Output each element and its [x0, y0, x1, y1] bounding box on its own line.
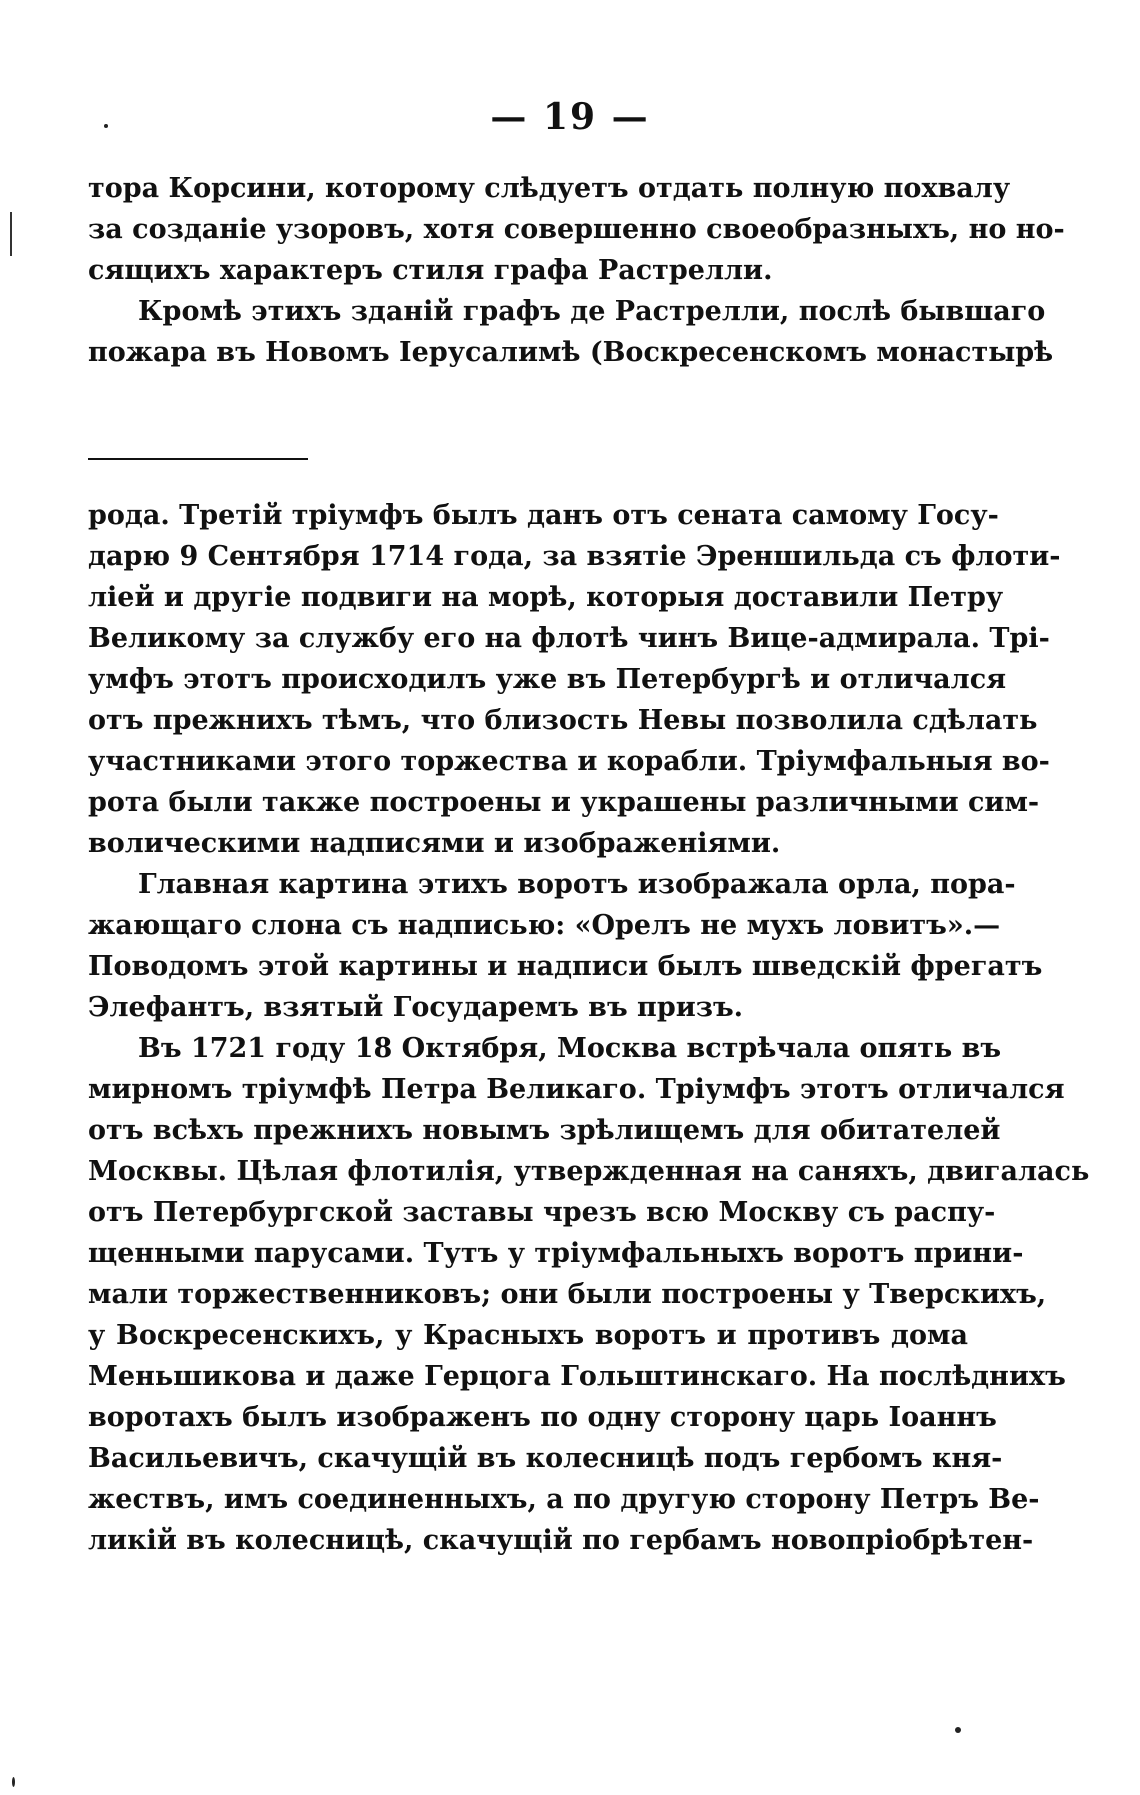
main-text	[88, 168, 1065, 373]
text-line: Кромѣ этихъ зданій графъ де Растрелли, послѣ бывшаго	[138, 296, 1046, 327]
ink-speck	[104, 124, 108, 128]
text-line: мали торжественниковъ; они были построены у Тверскихъ,	[88, 1279, 1047, 1310]
text-line: Москвы. Цѣлая флотилія, утвержденная на саняхъ, двигалась	[88, 1156, 1090, 1187]
footnote-text	[88, 495, 1090, 1561]
footnote-divider	[88, 458, 308, 460]
margin-mark	[10, 212, 12, 256]
text-line: воротахъ былъ изображенъ по одну сторону царь Іоаннъ	[88, 1402, 997, 1433]
text-line: Главная картина этихъ воротъ изображала орла, пора-	[138, 869, 1016, 900]
text-line: Великому за службу его на флотѣ чинъ Вице-адмирала. Трі-	[88, 623, 1050, 654]
text-line: Элефантъ, взятый Государемъ въ призъ.	[88, 992, 744, 1023]
text-line: за созданіе узоровъ, хотя совершенно своеобразныхъ, но но-	[88, 214, 1065, 245]
text-line: Васильевичъ, скачущій въ колесницѣ подъ гербомъ кня-	[88, 1443, 1003, 1474]
text-line: умфъ этотъ происходилъ уже въ Петербургѣ и отличался	[88, 664, 1007, 695]
page-number: — 19 —	[490, 96, 650, 138]
text-line: участниками этого торжества и корабли. Тріумфальныя во-	[88, 746, 1050, 777]
text-line: ліей и другіе подвиги на морѣ, которыя доставили Петру	[88, 582, 1004, 613]
text-line: тора Корсини, которому слѣдуетъ отдать полную похвалу	[88, 173, 1011, 204]
ink-speck	[955, 1727, 961, 1733]
text-line: щенными парусами. Тутъ у тріумфальныхъ воротъ прини-	[88, 1238, 1024, 1269]
text-line: отъ Петербургской заставы чрезъ всю Москву съ распу-	[88, 1197, 996, 1228]
text-line: пожара въ Новомъ Іерусалимѣ (Воскресенскомъ монастырѣ	[88, 337, 1054, 368]
text-line: рода. Третій тріумфъ былъ данъ отъ сената самому Госу-	[88, 500, 999, 531]
text-line: Въ 1721 году 18 Октября, Москва встрѣчала опять въ	[138, 1033, 1002, 1064]
text-line: Меньшикова и даже Герцога Гольштинскаго. На послѣднихъ	[88, 1361, 1066, 1392]
text-line: отъ прежнихъ тѣмъ, что близость Невы позволила сдѣлать	[88, 705, 1038, 736]
text-line: сящихъ характеръ стиля графа Растрелли.	[88, 255, 773, 286]
text-line: мирномъ тріумфѣ Петра Великаго. Тріумфъ этотъ отличался	[88, 1074, 1065, 1105]
text-line: волическими надписями и изображеніями.	[88, 828, 781, 859]
text-line: Поводомъ этой картины и надписи былъ шведскій фрегатъ	[88, 951, 1043, 982]
text-line: отъ всѣхъ прежнихъ новымъ зрѣлищемъ для обитателей	[88, 1115, 1001, 1146]
text-line: жающаго слона съ надписью: «Орелъ не мухъ ловитъ».—	[88, 910, 1001, 941]
text-line: ликій въ колесницѣ, скачущій по гербамъ новопріобрѣтен-	[88, 1525, 1034, 1556]
text-line: жествъ, имъ соединенныхъ, а по другую сторону Петръ Ве-	[88, 1484, 1040, 1515]
text-line: у Воскресенскихъ, у Красныхъ воротъ и противъ дома	[88, 1320, 968, 1351]
text-line: дарю 9 Сентября 1714 года, за взятіе Эреншильда съ флоти-	[88, 541, 1061, 572]
text-line: рота были также построены и украшены различными сим-	[88, 787, 1040, 818]
ink-speck	[12, 1777, 15, 1787]
